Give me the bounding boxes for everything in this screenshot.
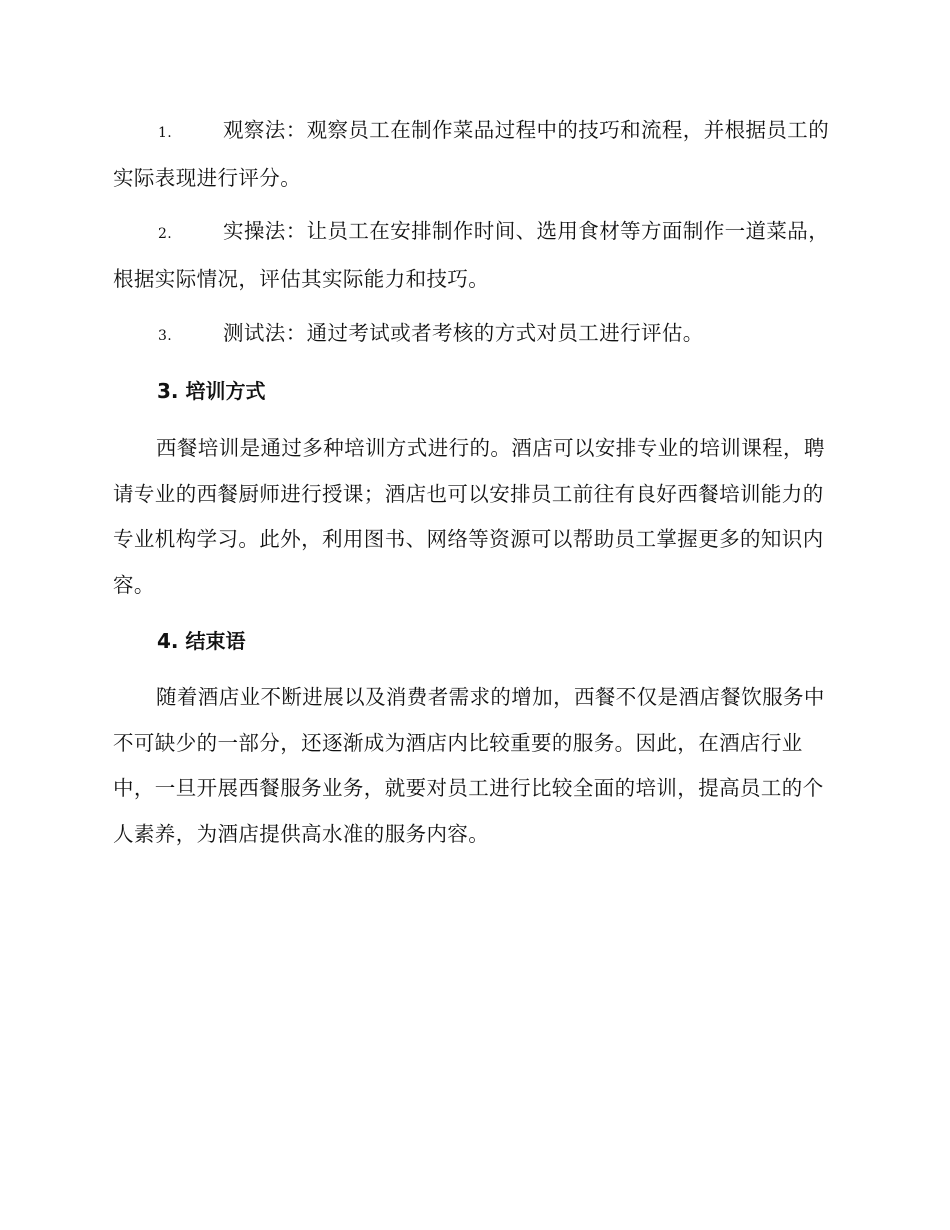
list-item <box>113 209 833 302</box>
list-item-text: 测试法：通过考试或者考核的方式对员工进行评估。 <box>223 321 704 345</box>
list-item-text: 实操法：让员工在安排制作时间、选用食材等方面制作一道菜品，根据实际情况，评估其实际能力和技巧。 <box>113 219 830 291</box>
section-heading-conclusion: 4. 结束语 <box>157 629 246 653</box>
list-item-number: 1. <box>158 125 173 141</box>
list-item <box>113 311 833 359</box>
paragraph-conclusion: 随着酒店业不断进展以及消费者需求的增加，西餐不仅是酒店餐饮服务中不可缺少的一部分，还逐渐成为酒店内比较重要的服务。因此，在酒店行业中，一旦开展西餐服务业务，就要对员工进行比较全面的培训，提高员工的个人素养，为酒店提供高水准的服务内容。 <box>113 685 825 846</box>
list-item-number: 2. <box>158 226 173 242</box>
paragraph-training-methods: 西餐培训是通过多种培训方式进行的。酒店可以安排专业的培训课程，聘请专业的西餐厨师进行授课；酒店也可以安排员工前往有良好西餐培训能力的专业机构学习。此外，利用图书、网络等资源可以帮助员工掌握更多的知识内容。 <box>113 436 825 597</box>
list-item <box>113 108 833 201</box>
section-heading-training-methods: 3. 培训方式 <box>157 379 266 403</box>
list-item-number: 3. <box>158 328 173 344</box>
list-item-text: 观察法：观察员工在制作菜品过程中的技巧和流程，并根据员工的实际表现进行评分。 <box>113 118 830 190</box>
